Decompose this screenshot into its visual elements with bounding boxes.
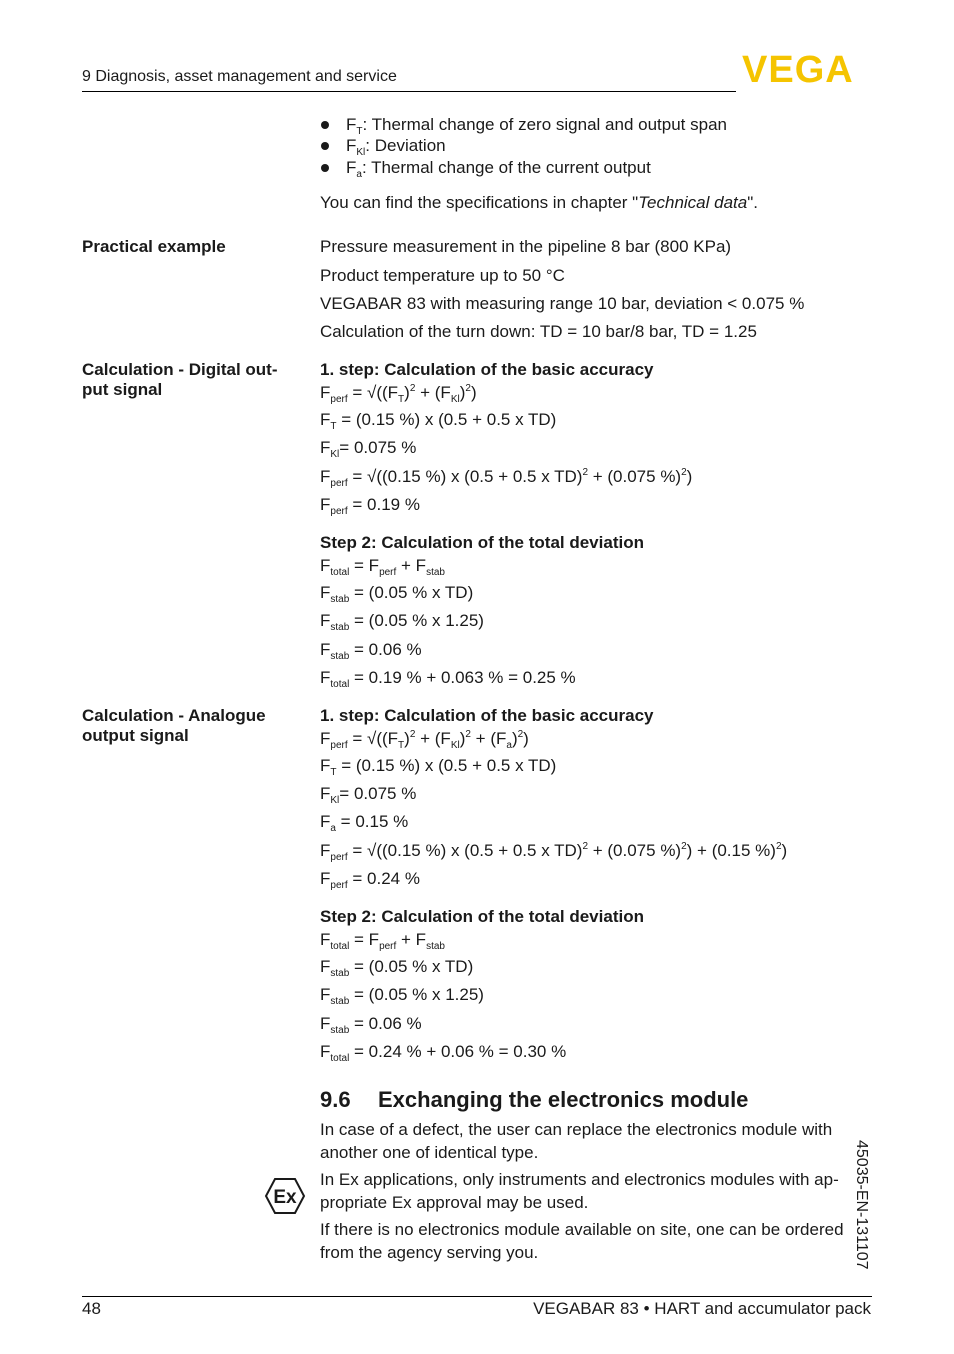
bullet-dot	[321, 164, 329, 172]
section-heading	[320, 1087, 748, 1113]
analogue-label: Calculation - Analogue output signal	[82, 706, 266, 745]
analogue-step1-title: 1. step: Calculation of the basic accuracy	[320, 706, 654, 725]
section-paragraph: If there is no electronics module available on site, one can be ordered from the agency serving you.	[320, 1220, 844, 1262]
formula-fperf-expanded: $F_{perf} = √((0.15$ %) x (0.5 + 0.5 x TD)$^2$ + (0.075 %)$^2$) + (0.15 %)$^2$)	[320, 841, 788, 863]
header-rule	[82, 91, 736, 92]
footer-rule	[82, 1296, 872, 1297]
page-number: 48	[82, 1299, 101, 1318]
formula-ftotal-result: $F_{total} = 0.24$ % + 0.06 % = 0.30 %	[320, 1042, 567, 1064]
formula-ftotal-result: $F_{total} = 0.19$ % + 0.063 % = 0.25 %	[320, 668, 576, 690]
formula-fperf-result: $F_{perf} = 0.24$ %	[320, 869, 420, 891]
header-section-title: 9 Diagnosis, asset management and service	[82, 68, 397, 85]
digital-label: Calculation - Digital out- put signal	[82, 360, 278, 399]
practical-example-label: Practical example	[82, 237, 226, 256]
practical-line: Calculation of the turn down: TD = 10 bar/8 bar, TD = 1.25	[320, 322, 757, 341]
formula-fperf: $F_{perf} = √((F_T)^2 + (F_{Kl})^2)$	[320, 383, 477, 405]
formula-fkl: $F_{Kl}= 0.075$ %	[320, 438, 417, 460]
digital-step2-title: Step 2: Calculation of the total deviation	[320, 533, 644, 552]
spec-note: You can find the specifications in chapter "Technical data".	[320, 193, 758, 212]
formula-fperf-result: $F_{perf} = 0.19$ %	[320, 495, 420, 517]
formula-fstab-result: $F_{stab} = 0.06$ %	[320, 1014, 422, 1036]
bullet-fa: $F_a$: Thermal change of the current output	[346, 158, 651, 180]
vega-logo-text: VEGA	[742, 52, 854, 86]
footer-title: VEGABAR 83 • HART and accumulator pack	[533, 1299, 871, 1318]
section-title: Exchanging the electronics module	[378, 1087, 749, 1112]
bullet-ft: $F_T$: Thermal change of zero signal and output span	[346, 115, 727, 137]
formula-fstab: $F_{stab} = (0.05$ % x TD)	[320, 957, 474, 979]
formula-fstab: $F_{stab} = (0.05$ % x TD)	[320, 583, 474, 605]
formula-ft: $F_T = (0.15$ %) x (0.5 + 0.5 x TD)	[320, 756, 557, 778]
document-id: 45035-EN-131107	[853, 1140, 870, 1270]
practical-line: Pressure measurement in the pipeline 8 bar (800 KPa)	[320, 237, 732, 256]
analogue-step2-title: Step 2: Calculation of the total deviation	[320, 907, 644, 926]
section-paragraph: In case of a defect, the user can replace the electronics module with another one of identical type.	[320, 1120, 833, 1162]
section-paragraph: In Ex applications, only instruments and electronics modules with ap-propriate Ex approval may be used.	[320, 1170, 839, 1212]
vega-logo	[742, 52, 874, 91]
digital-step1-title: 1. step: Calculation of the basic accuracy	[320, 360, 654, 379]
bullet-dot	[321, 142, 329, 150]
formula-ftotal: $F_{total} = F_{perf} + F_{stab}$	[320, 930, 445, 952]
bullet-fkl: $F_{Kl}$: Deviation	[346, 136, 446, 158]
formula-fperf: $F_{perf} = √((F_T)^2 + (F_{Kl})^2 + (F_a)^2)$	[320, 729, 529, 751]
formula-fkl: $F_{Kl}= 0.075$ %	[320, 784, 417, 806]
formula-ftotal: $F_{total} = F_{perf} + F_{stab}$	[320, 556, 445, 578]
formula-ft: $F_T = (0.15$ %) x (0.5 + 0.5 x TD)	[320, 410, 557, 432]
practical-line: VEGABAR 83 with measuring range 10 bar, deviation < 0.075 %	[320, 294, 805, 313]
practical-line: Product temperature up to 50 °C	[320, 266, 565, 285]
section-number: 9.6	[320, 1087, 351, 1112]
formula-fstab: $F_{stab} = (0.05$ % x 1.25)	[320, 611, 484, 633]
formula-fstab: $F_{stab} = (0.05$ % x 1.25)	[320, 985, 484, 1007]
formula-fperf-expanded: $F_{perf} = √((0.15$ %) x (0.5 + 0.5 x TD)$^2$ + (0.075 %)$^2$)	[320, 467, 693, 489]
formula-fstab-result: $F_{stab} = 0.06$ %	[320, 640, 422, 662]
bullet-dot	[321, 121, 329, 129]
svg-text:Ex: Ex	[273, 1187, 297, 1208]
ex-protection-icon	[264, 1177, 306, 1220]
formula-fa: $F_a = 0.15$ %	[320, 812, 409, 834]
